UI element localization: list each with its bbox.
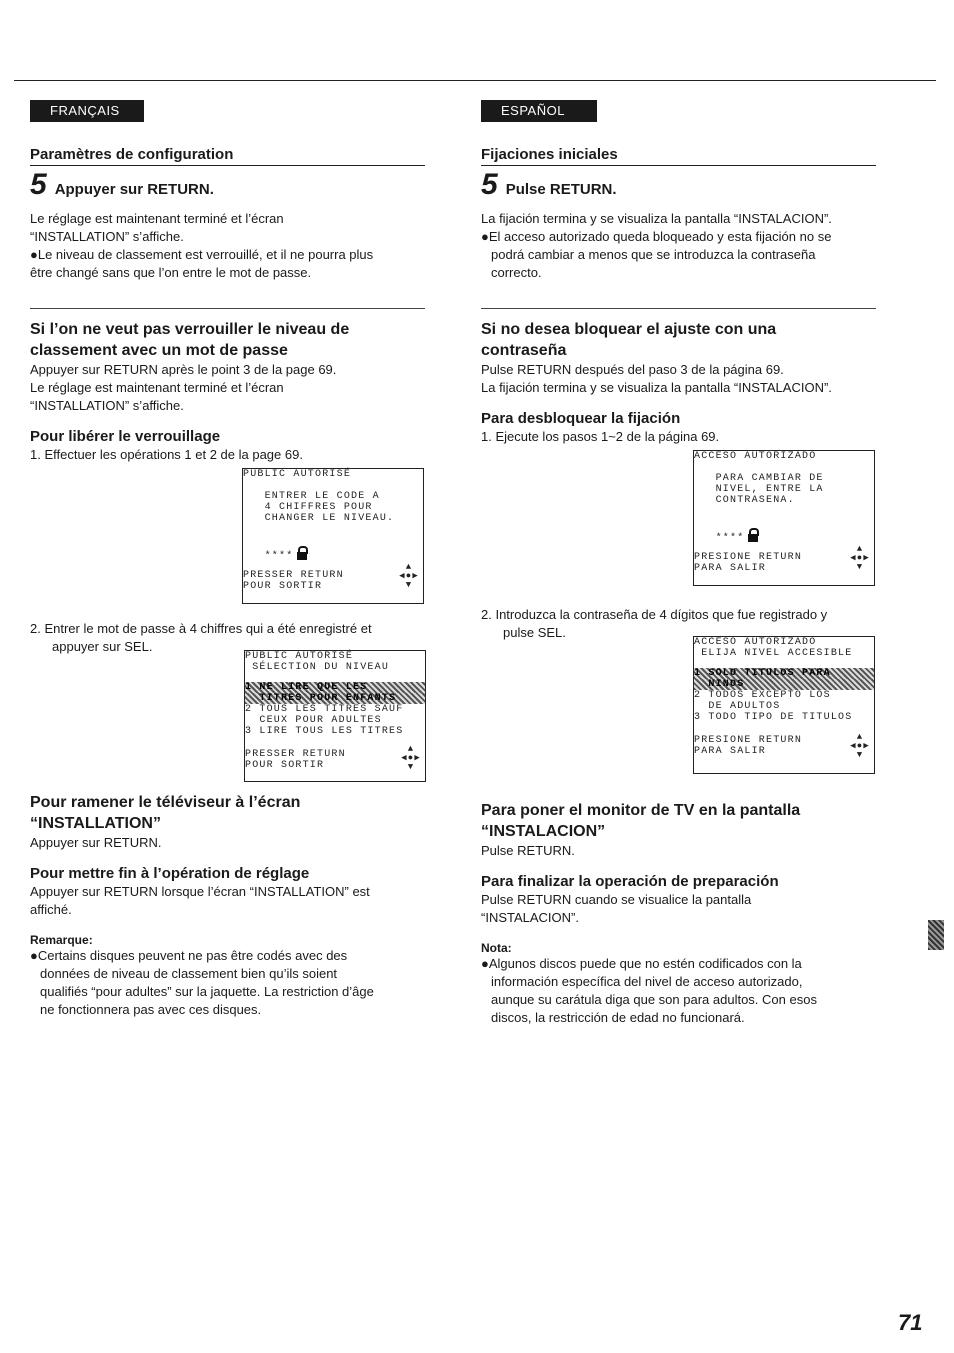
numbered-item-cont: pulse SEL.: [503, 625, 566, 640]
bullet-item-cont: être changé sans que l’on entre le mot de passe.: [30, 265, 312, 280]
osd-highlighted-option: 1 SOLO TITULOS PARA: [694, 668, 874, 679]
osd-line: PARA SALIR: [694, 746, 767, 757]
note-line: ●Certains disques peuvent ne pas être codés avec des: [30, 948, 348, 963]
heading-end-setup: Pour mettre fin à l’opération de réglage: [30, 865, 310, 882]
paragraph: Le réglage est maintenant terminé et l’écran: [30, 211, 284, 226]
heading-no-lock-2: classement avec un mot de passe: [30, 342, 288, 359]
osd-screen-enter-code: [693, 450, 875, 586]
osd-line: PARA CAMBIAR DE: [694, 473, 824, 484]
heading-tv-install: Para poner el monitor de TV en la pantalla: [481, 802, 801, 819]
osd-code: ****: [243, 551, 294, 562]
osd-line: SÉLECTION DU NIVEAU: [245, 662, 390, 673]
osd-title: PUBLIC AUTORISÉ: [243, 469, 352, 480]
osd-line: CHANGER LE NIVEAU.: [243, 513, 395, 524]
step-number: 5: [481, 168, 498, 201]
osd-code: ****: [694, 533, 745, 544]
osd-option: 2 TOUS LES TITRES SAUF: [245, 704, 404, 715]
osd-option: 3 LIRE TOUS LES TITRES: [245, 726, 404, 737]
osd-line: POUR SORTIR: [243, 581, 323, 592]
heading-no-lock: Si no desea bloquear el ajuste con una: [481, 321, 777, 338]
osd-code-row: [694, 528, 874, 544]
paragraph: Le réglage est maintenant terminé et l’écran: [30, 380, 284, 395]
osd-line: PRESIONE RETURN: [694, 735, 803, 746]
step-body: [481, 210, 881, 282]
paragraph: La fijación termina y se visualiza la pantalla “INSTALACION”.: [481, 380, 832, 395]
osd-highlighted-option: NINOS: [694, 679, 874, 690]
page-number: 71: [898, 1310, 923, 1335]
heading-tv-install-2: “INSTALACION”: [481, 823, 606, 840]
osd-line: ENTRER LE CODE A: [243, 491, 380, 502]
note-title: Nota:: [481, 941, 512, 955]
step-text: Appuyer sur RETURN.: [54, 181, 214, 198]
note-line: aunque su carátula diga que son para adultos. Con esos: [491, 992, 817, 1007]
edge-thumb-tab: [928, 920, 944, 950]
paragraph: “INSTALLATION” s’affiche.: [30, 398, 184, 413]
bullet-item: ●El acceso autorizado queda bloqueado y esta fijación no se: [481, 229, 832, 244]
numbered-item: 2. Introduzca la contraseña de 4 dígitos que fue registrado y: [481, 607, 828, 622]
divider: [30, 308, 425, 309]
section-heading: Paramètres de configuration: [30, 146, 425, 166]
heading-return-install-2: “INSTALLATION”: [30, 815, 161, 832]
cursor-arrows-icon: ▲ ◀●▶ ▼: [850, 544, 870, 572]
language-tab-french: FRANÇAIS: [30, 100, 144, 122]
bullet-item-cont: podrá cambiar a menos que se introduzca la contraseña: [491, 247, 816, 262]
bullet-item-cont: correcto.: [491, 265, 542, 280]
osd-option: 3 TODO TIPO DE TITULOS: [694, 712, 853, 723]
cursor-arrows-icon: ▲ ◀●▶ ▼: [399, 562, 419, 590]
heading-return-install: Pour ramener le téléviseur à l’écran: [30, 794, 301, 811]
paragraph: Appuyer sur RETURN lorsque l’écran “INSTALLATION” est: [30, 884, 370, 899]
language-tab-spanish: ESPAÑOL: [481, 100, 597, 122]
note-line: discos, la restricción de edad no funcionará.: [491, 1010, 745, 1025]
step-text: Pulse RETURN.: [505, 181, 617, 198]
osd-highlighted-option: TITRES POUR ENFANTS: [245, 693, 425, 704]
paragraph: La fijación termina y se visualiza la pantalla “INSTALACION”.: [481, 211, 832, 226]
heading-no-lock-2: contraseña: [481, 342, 567, 359]
osd-title: ACCESO AUTORIZADO: [694, 637, 817, 648]
osd-option: DE ADULTOS: [694, 701, 781, 712]
osd-line: CONTRASENA.: [694, 495, 795, 506]
heading-unlock: Para desbloquear la fijación: [481, 410, 681, 427]
note-line: qualifiés “pour adultes” sur la jaquette. La restriction d’âge: [40, 984, 374, 999]
paragraph: “INSTALACION”.: [481, 910, 579, 925]
heading-release-lock: Pour libérer le verrouillage: [30, 428, 221, 445]
lock-icon: [297, 546, 307, 560]
divider: [481, 308, 876, 309]
numbered-item: 1. Ejecute los pasos 1~2 de la página 69.: [481, 429, 720, 444]
column-spanish: [481, 100, 881, 1027]
cursor-arrows-icon: ▲ ◀●▶ ▼: [401, 744, 421, 772]
osd-line: ELIJA NIVEL ACCESIBLE: [694, 648, 853, 659]
osd-line: PRESSER RETURN: [245, 749, 346, 760]
osd-line: 4 CHIFFRES POUR: [243, 502, 373, 513]
osd-line: POUR SORTIR: [245, 760, 325, 771]
paragraph: Appuyer sur RETURN.: [30, 835, 162, 850]
osd-option: CEUX POUR ADULTES: [245, 715, 382, 726]
paragraph: Appuyer sur RETURN après le point 3 de la page 69.: [30, 362, 337, 377]
step-heading: [30, 170, 430, 200]
column-french: [30, 100, 430, 1019]
note-title: Remarque:: [30, 933, 93, 947]
step-heading: [481, 170, 881, 200]
osd-line: PARA SALIR: [694, 563, 767, 574]
paragraph: Pulse RETURN.: [481, 843, 575, 858]
osd-line: NIVEL, ENTRE LA: [694, 484, 824, 495]
osd-title: PUBLIC AUTORISÉ: [245, 651, 354, 662]
note-line: données de niveau de classement bien qu’ils soient: [40, 966, 338, 981]
osd-code-row: [243, 546, 423, 562]
osd-screen-enter-code: [242, 468, 424, 604]
note-line: información específica del nivel de acceso autorizado,: [491, 974, 803, 989]
bullet-item: ●Le niveau de classement est verrouillé, et il ne pourra plus: [30, 247, 374, 262]
numbered-item: 1. Effectuer les opérations 1 et 2 de la page 69.: [30, 447, 303, 462]
osd-line: PRESIONE RETURN: [694, 552, 803, 563]
paragraph: affiché.: [30, 902, 72, 917]
step-body: [30, 210, 430, 282]
cursor-arrows-icon: ▲ ◀●▶ ▼: [850, 732, 870, 760]
osd-highlighted-option: 1 NE LIRE QUE LES: [245, 682, 425, 693]
osd-screen-select-level: [244, 650, 426, 782]
heading-no-lock: Si l’on ne veut pas verrouiller le niveau de: [30, 321, 350, 338]
heading-finish-setup: Para finalizar la operación de preparación: [481, 873, 779, 890]
paragraph: “INSTALLATION” s’affiche.: [30, 229, 184, 244]
note-line: ne fonctionnera pas avec ces disques.: [40, 1002, 262, 1017]
paragraph: Pulse RETURN después del paso 3 de la página 69.: [481, 362, 784, 377]
osd-line: PRESSER RETURN: [243, 570, 344, 581]
paragraph: Pulse RETURN cuando se visualice la pantalla: [481, 892, 752, 907]
top-rule: [14, 80, 936, 81]
osd-screen-select-level: [693, 636, 875, 774]
note-line: ●Algunos discos puede que no estén codificados con la: [481, 956, 802, 971]
osd-option: 2 TODOS EXCEPTO LOS: [694, 690, 831, 701]
step-number: 5: [30, 168, 47, 201]
numbered-item: 2. Entrer le mot de passe à 4 chiffres qui a été enregistré et: [30, 621, 372, 636]
section-heading: Fijaciones iniciales: [481, 146, 876, 166]
lock-icon: [748, 528, 758, 542]
osd-title: ACCESO AUTORIZADO: [694, 451, 817, 462]
numbered-item-cont: appuyer sur SEL.: [52, 639, 153, 654]
